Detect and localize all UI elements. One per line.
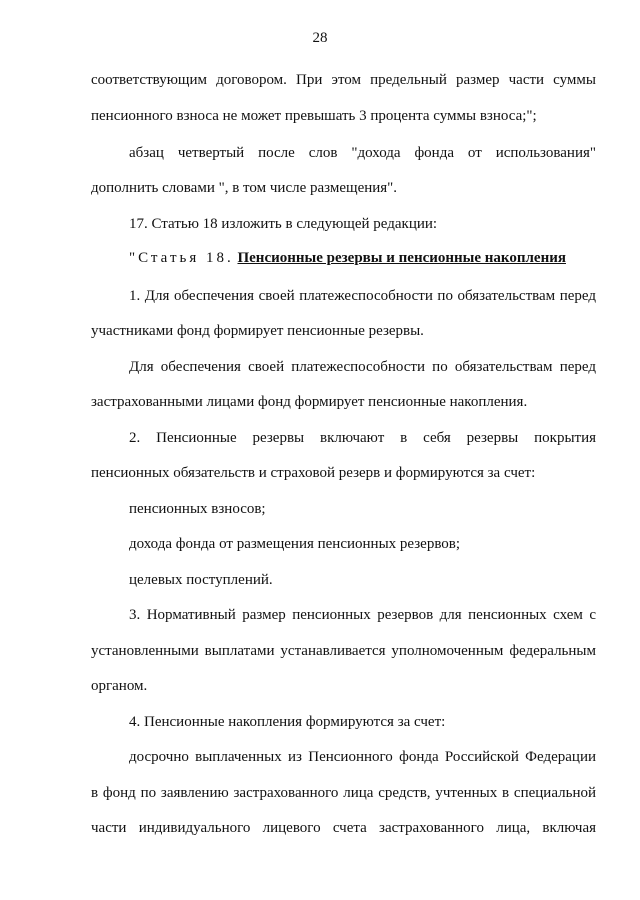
text-line: абзац четвертый после слов "дохода фонда от использования" xyxy=(129,145,596,161)
text-line: установленными выплатами устанавливается уполномоченным федеральным xyxy=(91,643,596,659)
text-line: 17. Статью 18 изложить в следующей редакции: xyxy=(129,216,438,232)
text-line: дохода фонда от размещения пенсионных резервов; xyxy=(129,536,461,552)
text-line: 3. Нормативный размер пенсионных резервов для пенсионных схем с xyxy=(129,607,596,623)
text-line: части индивидуального лицевого счета застрахованного лица, включая xyxy=(91,820,596,836)
text-line: органом. xyxy=(91,678,148,694)
text-line: застрахованными лицами фонд формирует пенсионные накопления. xyxy=(91,394,528,410)
text-line: пенсионных взносов; xyxy=(129,501,266,517)
text-line: пенсионных обязательств и страховой резерв и формируются за счет: xyxy=(91,465,536,481)
page-number: 28 xyxy=(312,30,328,46)
text-line: в фонд по заявлению застрахованного лица средств, учтенных в специальной xyxy=(91,785,596,801)
article-heading xyxy=(129,248,596,268)
text-line: целевых поступлений. xyxy=(129,572,273,588)
article-heading-prefix: "Статья 18. xyxy=(129,250,234,266)
text-line: пенсионного взноса не может превышать 3 процента суммы взноса;"; xyxy=(91,108,537,124)
text-line: 4. Пенсионные накопления формируются за счет: xyxy=(129,714,446,730)
article-heading-title: Пенсионные резервы и пенсионные накопления xyxy=(237,250,566,266)
text-line: досрочно выплаченных из Пенсионного фонда Российской Федерации xyxy=(129,749,596,765)
text-line: Для обеспечения своей платежеспособности по обязательствам перед xyxy=(129,359,596,375)
text-line: 1. Для обеспечения своей платежеспособности по обязательствам перед xyxy=(129,288,596,304)
text-line: 2. Пенсионные резервы включают в себя резервы покрытия xyxy=(129,430,596,446)
text-line: дополнить словами ", в том числе размещения". xyxy=(91,180,398,196)
text-line: участниками фонд формирует пенсионные резервы. xyxy=(91,323,424,339)
text-line: соответствующим договором. При этом предельный размер части суммы xyxy=(91,72,596,88)
